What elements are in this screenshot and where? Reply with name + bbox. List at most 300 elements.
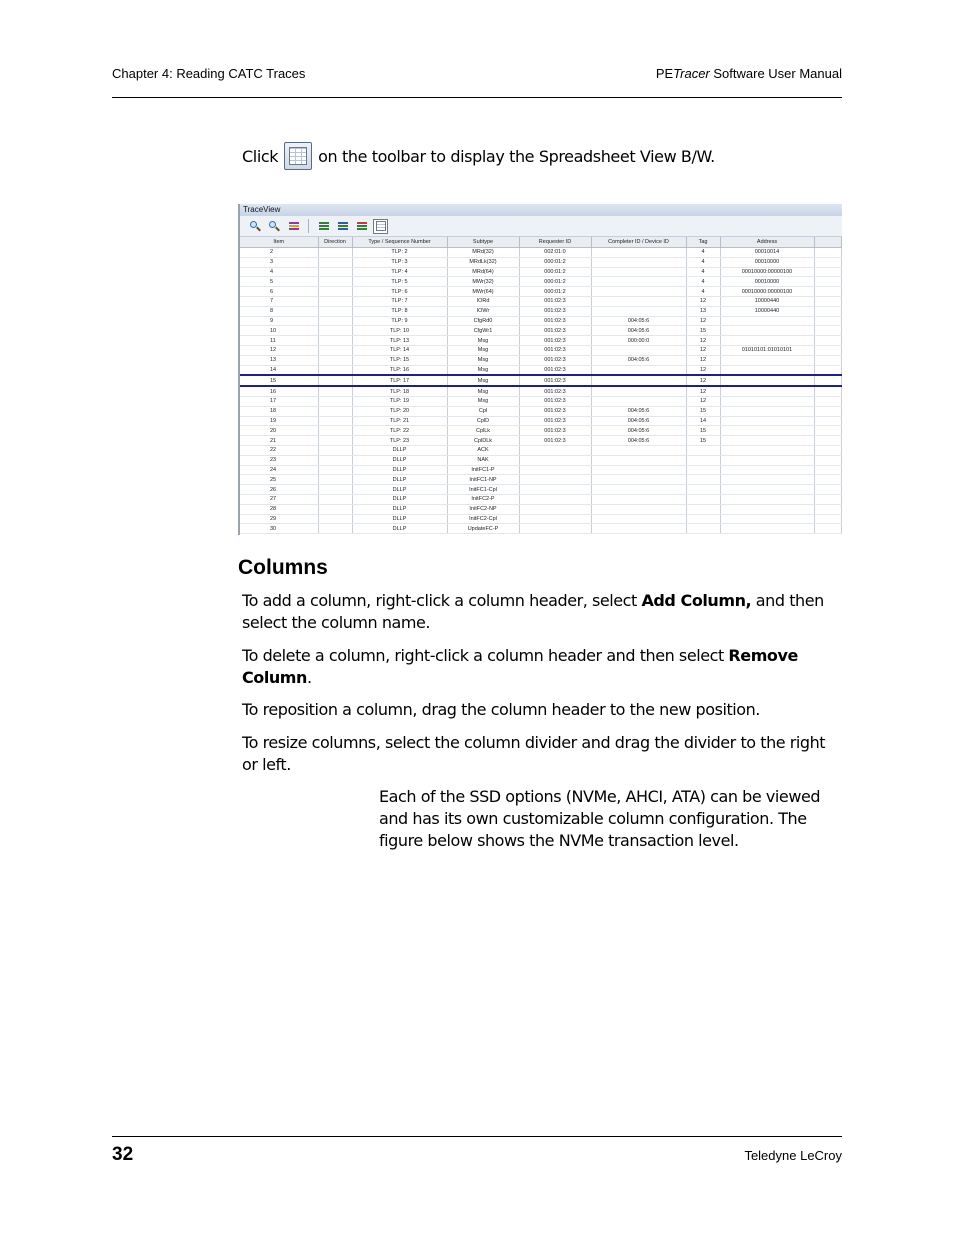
column-header[interactable]: Item — [240, 237, 318, 248]
paragraph-add-column — [242, 590, 842, 634]
table-row[interactable] — [240, 355, 842, 365]
table-row[interactable] — [240, 386, 842, 396]
table-cell: TLP: 9 — [352, 316, 447, 326]
table-cell — [318, 494, 352, 504]
column-header[interactable]: Subtype — [447, 237, 519, 248]
table-cell: MRd(32) — [447, 248, 519, 258]
table-cell — [814, 455, 842, 465]
table-cell: MWr(32) — [447, 277, 519, 287]
column-header[interactable]: Requester ID — [519, 237, 591, 248]
table-cell — [814, 355, 842, 365]
table-cell — [318, 396, 352, 406]
table-cell: 12 — [686, 316, 720, 326]
table-cell: 00010000:00000100 — [720, 287, 814, 297]
table-cell: 12 — [686, 365, 720, 375]
table-cell: 15 — [240, 375, 318, 386]
table-cell: 01010101:01010101 — [720, 345, 814, 355]
table-cell: CplD — [447, 416, 519, 426]
table-cell: 001:02:3 — [519, 436, 591, 446]
table-cell: InitFC1-NP — [447, 475, 519, 485]
table-cell — [814, 465, 842, 475]
table-cell — [519, 485, 591, 495]
table-cell: DLLP — [352, 514, 447, 524]
table-cell: 001:02:3 — [519, 326, 591, 336]
table-cell: 001:02:3 — [519, 375, 591, 386]
table-cell — [318, 336, 352, 346]
table-cell: 001:02:3 — [519, 416, 591, 426]
table-cell: Msg — [447, 355, 519, 365]
table-cell: CfgRd0 — [447, 316, 519, 326]
link-view-icon[interactable] — [335, 219, 350, 234]
p2-text-c: . — [306, 668, 312, 687]
table-cell — [686, 514, 720, 524]
table-cell — [318, 475, 352, 485]
column-header[interactable]: Type / Sequence Number — [352, 237, 447, 248]
table-cell: 004:05:6 — [591, 406, 686, 416]
table-cell — [814, 406, 842, 416]
table-cell: TLP: 7 — [352, 296, 447, 306]
table-cell — [814, 277, 842, 287]
table-cell: 000:01:2 — [519, 277, 591, 287]
table-cell — [318, 277, 352, 287]
table-cell — [591, 494, 686, 504]
table-cell: 00010000 — [720, 277, 814, 287]
table-cell: 4 — [240, 267, 318, 277]
table-cell — [720, 416, 814, 426]
table-cell: 001:02:3 — [519, 355, 591, 365]
table-cell — [318, 406, 352, 416]
table-cell: 24 — [240, 465, 318, 475]
table-cell: 4 — [686, 248, 720, 258]
table-cell: 28 — [240, 504, 318, 514]
table-cell: 004:05:6 — [591, 416, 686, 426]
table-cell: 004:05:6 — [591, 326, 686, 336]
table-cell — [591, 267, 686, 277]
spreadsheet-view-icon — [284, 142, 312, 170]
table-cell — [318, 416, 352, 426]
table-cell: 001:02:3 — [519, 426, 591, 436]
table-cell: InitFC2-P — [447, 494, 519, 504]
table-cell — [720, 396, 814, 406]
table-cell: Cpl — [447, 406, 519, 416]
table-cell — [591, 524, 686, 534]
table-cell: 004:05:6 — [591, 355, 686, 365]
table-cell — [519, 494, 591, 504]
table-cell: 001:02:3 — [519, 306, 591, 316]
table-cell: 14 — [686, 416, 720, 426]
table-cell: 004:05:6 — [591, 426, 686, 436]
table-cell — [814, 426, 842, 436]
table-cell: TLP: 17 — [352, 375, 447, 386]
table-cell: 14 — [240, 365, 318, 375]
table-cell: 4 — [686, 287, 720, 297]
column-header[interactable]: Address — [720, 237, 814, 248]
table-cell: Msg — [447, 396, 519, 406]
table-cell: 12 — [686, 296, 720, 306]
table-cell: 001:02:3 — [519, 406, 591, 416]
table-cell: TLP: 6 — [352, 287, 447, 297]
table-cell — [318, 436, 352, 446]
table-cell — [814, 504, 842, 514]
table-cell — [318, 524, 352, 534]
footer-rule — [112, 1136, 842, 1137]
column-header[interactable]: Direction — [318, 237, 352, 248]
table-row[interactable] — [240, 267, 842, 277]
table-cell: 5 — [240, 277, 318, 287]
table-cell: 000:00:0 — [591, 336, 686, 346]
table-cell — [720, 524, 814, 534]
table-cell — [591, 475, 686, 485]
table-cell: TLP: 18 — [352, 386, 447, 396]
table-cell — [814, 365, 842, 375]
split-view-icon[interactable] — [354, 219, 369, 234]
table-cell — [591, 345, 686, 355]
p2-text-a: To delete a column, right-click a column header and then select — [242, 646, 729, 665]
table-cell: 001:02:3 — [519, 386, 591, 396]
p1-text-c: and then select the column name. — [242, 591, 824, 632]
table-cell: 00010000:00000100 — [720, 267, 814, 277]
table-cell — [318, 316, 352, 326]
table-cell — [686, 485, 720, 495]
table-row[interactable] — [240, 475, 842, 485]
table-row[interactable] — [240, 257, 842, 267]
table-cell: ACK — [447, 445, 519, 455]
table-cell — [591, 375, 686, 386]
table-cell: IOWr — [447, 306, 519, 316]
table-cell: 15 — [686, 426, 720, 436]
table-cell — [591, 455, 686, 465]
table-cell — [686, 455, 720, 465]
table-row[interactable] — [240, 248, 842, 258]
table-cell: InitFC2-Cpl — [447, 514, 519, 524]
table-cell — [720, 386, 814, 396]
table-cell: DLLP — [352, 445, 447, 455]
table-cell: 9 — [240, 316, 318, 326]
trace-view-title: TraceView — [240, 204, 842, 216]
table-cell — [591, 465, 686, 475]
table-cell — [720, 326, 814, 336]
table-cell: DLLP — [352, 504, 447, 514]
table-row[interactable] — [240, 416, 842, 426]
table-cell: TLP: 19 — [352, 396, 447, 406]
trace-spreadsheet-table — [240, 237, 842, 534]
table-cell — [591, 365, 686, 375]
table-cell — [318, 504, 352, 514]
table-cell — [814, 336, 842, 346]
table-cell — [318, 365, 352, 375]
table-cell: CplLk — [447, 426, 519, 436]
column-header[interactable] — [814, 237, 842, 248]
table-cell — [318, 386, 352, 396]
table-cell: Msg — [447, 375, 519, 386]
table-cell — [814, 416, 842, 426]
table-cell: 11 — [240, 336, 318, 346]
table-cell — [686, 475, 720, 485]
table-row[interactable] — [240, 406, 842, 416]
table-cell: 19 — [240, 416, 318, 426]
table-row[interactable] — [240, 465, 842, 475]
table-cell — [720, 355, 814, 365]
table-cell — [720, 426, 814, 436]
table-cell: 3 — [240, 257, 318, 267]
table-cell: 000:01:2 — [519, 287, 591, 297]
table-cell — [814, 306, 842, 316]
table-cell — [591, 396, 686, 406]
table-cell — [318, 257, 352, 267]
table-cell — [591, 248, 686, 258]
table-row[interactable] — [240, 277, 842, 287]
table-cell: 8 — [240, 306, 318, 316]
table-cell: 13 — [686, 306, 720, 316]
p1-text-a: To add a column, right-click a column header, select — [242, 591, 642, 610]
table-cell: 000:01:2 — [519, 267, 591, 277]
table-cell — [318, 465, 352, 475]
table-cell: 10 — [240, 326, 318, 336]
table-cell: Msg — [447, 365, 519, 375]
table-cell — [720, 475, 814, 485]
table-cell — [814, 316, 842, 326]
table-cell — [591, 306, 686, 316]
table-row[interactable] — [240, 426, 842, 436]
table-cell — [814, 445, 842, 455]
table-row[interactable] — [240, 445, 842, 455]
table-row[interactable] — [240, 365, 842, 375]
table-row[interactable] — [240, 436, 842, 446]
table-cell — [318, 306, 352, 316]
table-cell: 15 — [686, 326, 720, 336]
table-cell: 001:02:3 — [519, 336, 591, 346]
table-cell: TLP: 21 — [352, 416, 447, 426]
table-cell: TLP: 14 — [352, 345, 447, 355]
table-row[interactable] — [240, 396, 842, 406]
trace-view-screenshot — [238, 204, 842, 535]
table-cell — [814, 296, 842, 306]
table-cell — [814, 396, 842, 406]
zoom-in-icon[interactable] — [248, 219, 263, 234]
p1-bold: Add Column, — [641, 591, 752, 610]
paragraph-resize: To resize columns, select the column divider and drag the divider to the right or left. — [242, 733, 826, 774]
table-cell: MRdLk(32) — [447, 257, 519, 267]
paragraph-ssd-options: Each of the SSD options (NVMe, AHCI, ATA) can be viewed and has its own customizable column configuration. The figure below shows the NVMe transaction level. — [379, 787, 821, 850]
running-header-manual — [656, 66, 842, 81]
table-cell — [318, 514, 352, 524]
table-cell — [720, 316, 814, 326]
table-cell: 12 — [686, 345, 720, 355]
table-cell: Msg — [447, 336, 519, 346]
table-cell: 10000440 — [720, 296, 814, 306]
table-cell: TLP: 13 — [352, 336, 447, 346]
table-cell: Msg — [447, 345, 519, 355]
table-cell: 20 — [240, 426, 318, 436]
table-cell — [720, 514, 814, 524]
table-cell — [686, 524, 720, 534]
table-cell: InitFC2-NP — [447, 504, 519, 514]
zoom-out-icon[interactable] — [267, 219, 282, 234]
table-cell — [519, 524, 591, 534]
manual-suffix: Software User Manual — [709, 66, 842, 81]
table-row[interactable] — [240, 514, 842, 524]
section-heading: Columns — [238, 556, 328, 579]
table-cell — [720, 445, 814, 455]
table-cell: 26 — [240, 485, 318, 495]
packet-view-icon[interactable] — [316, 219, 331, 234]
footer-company: Teledyne LeCroy — [744, 1148, 842, 1163]
table-cell: 7 — [240, 296, 318, 306]
table-row[interactable] — [240, 306, 842, 316]
table-cell — [814, 436, 842, 446]
table-row[interactable] — [240, 287, 842, 297]
table-cell — [519, 465, 591, 475]
table-cell — [720, 485, 814, 495]
table-cell: 27 — [240, 494, 318, 504]
table-cell — [814, 267, 842, 277]
table-row[interactable] — [240, 494, 842, 504]
table-cell — [591, 257, 686, 267]
table-cell: 12 — [686, 336, 720, 346]
running-header-chapter: Chapter 4: Reading CATC Traces — [112, 66, 306, 81]
table-cell — [720, 494, 814, 504]
table-row[interactable] — [240, 375, 842, 386]
spreadsheet-view-button-icon[interactable] — [373, 219, 388, 234]
table-cell — [720, 455, 814, 465]
color-bars-icon[interactable] — [286, 219, 301, 234]
table-cell — [318, 326, 352, 336]
table-cell: UpdateFC-P — [447, 524, 519, 534]
table-cell — [318, 445, 352, 455]
table-cell: 000:01:2 — [519, 257, 591, 267]
table-row[interactable] — [240, 345, 842, 355]
table-cell: 18 — [240, 406, 318, 416]
table-cell: 15 — [686, 406, 720, 416]
table-cell — [814, 475, 842, 485]
header-rule — [112, 97, 842, 98]
table-cell: 12 — [240, 345, 318, 355]
table-row[interactable] — [240, 455, 842, 465]
table-row[interactable] — [240, 336, 842, 346]
table-cell — [519, 514, 591, 524]
table-cell: 17 — [240, 396, 318, 406]
table-cell: 4 — [686, 277, 720, 287]
table-cell: DLLP — [352, 465, 447, 475]
table-cell — [814, 248, 842, 258]
table-cell — [318, 267, 352, 277]
table-cell — [720, 365, 814, 375]
table-cell: 6 — [240, 287, 318, 297]
table-cell: 001:02:3 — [519, 365, 591, 375]
table-cell: 001:02:3 — [519, 345, 591, 355]
table-cell: TLP: 22 — [352, 426, 447, 436]
table-cell — [318, 248, 352, 258]
table-cell — [686, 504, 720, 514]
table-row[interactable] — [240, 316, 842, 326]
table-cell: 004:05:6 — [591, 436, 686, 446]
table-cell: CplDLk — [447, 436, 519, 446]
table-row[interactable] — [240, 326, 842, 336]
table-cell: 25 — [240, 475, 318, 485]
table-cell: 13 — [240, 355, 318, 365]
table-cell: DLLP — [352, 475, 447, 485]
table-cell: TLP: 3 — [352, 257, 447, 267]
table-cell: 12 — [686, 386, 720, 396]
table-cell — [519, 504, 591, 514]
table-cell — [591, 514, 686, 524]
table-cell: MWr(64) — [447, 287, 519, 297]
table-cell — [686, 465, 720, 475]
table-cell — [814, 485, 842, 495]
table-cell: 001:02:3 — [519, 296, 591, 306]
table-cell: 16 — [240, 386, 318, 396]
table-cell: InitFC1-P — [447, 465, 519, 475]
table-cell — [318, 287, 352, 297]
table-cell — [720, 336, 814, 346]
table-cell: 15 — [686, 436, 720, 446]
table-row[interactable] — [240, 485, 842, 495]
table-row[interactable] — [240, 504, 842, 514]
table-cell — [814, 375, 842, 386]
table-cell — [591, 386, 686, 396]
column-header[interactable]: Tag — [686, 237, 720, 248]
table-cell: 12 — [686, 396, 720, 406]
table-cell: 00010014 — [720, 248, 814, 258]
table-cell — [814, 326, 842, 336]
table-cell — [591, 296, 686, 306]
table-cell — [814, 257, 842, 267]
table-cell: TLP: 8 — [352, 306, 447, 316]
intro-before: Click — [242, 146, 279, 166]
intro-after: on the toolbar to display the Spreadsheet View B/W. — [318, 146, 715, 166]
table-cell — [814, 345, 842, 355]
manual-prefix: PE — [655, 66, 674, 81]
paragraph-remove-column — [242, 645, 842, 689]
table-cell: 12 — [686, 355, 720, 365]
table-row[interactable] — [240, 296, 842, 306]
table-cell: TLP: 15 — [352, 355, 447, 365]
table-cell: DLLP — [352, 524, 447, 534]
table-cell — [519, 455, 591, 465]
table-cell: TLP: 23 — [352, 436, 447, 446]
table-cell: TLP: 2 — [352, 248, 447, 258]
table-cell — [720, 504, 814, 514]
table-cell: 10000440 — [720, 306, 814, 316]
trace-toolbar — [240, 216, 842, 237]
table-cell: Msg — [447, 386, 519, 396]
table-cell — [318, 375, 352, 386]
table-cell — [814, 386, 842, 396]
table-cell — [720, 375, 814, 386]
table-cell — [814, 524, 842, 534]
table-cell — [591, 485, 686, 495]
intro-line — [242, 141, 715, 171]
table-row[interactable] — [240, 524, 842, 534]
table-cell: 21 — [240, 436, 318, 446]
table-cell — [519, 475, 591, 485]
table-cell — [686, 445, 720, 455]
table-cell: 00010000 — [720, 257, 814, 267]
table-cell: 22 — [240, 445, 318, 455]
table-cell: 12 — [686, 375, 720, 386]
table-cell: 001:02:3 — [519, 396, 591, 406]
table-cell — [318, 426, 352, 436]
column-header[interactable]: Completer ID / Device ID — [591, 237, 686, 248]
table-cell — [814, 494, 842, 504]
table-cell: MRd(64) — [447, 267, 519, 277]
table-cell: NAK — [447, 455, 519, 465]
table-cell — [591, 445, 686, 455]
table-cell — [519, 445, 591, 455]
table-cell: 004:05:6 — [591, 316, 686, 326]
table-cell — [318, 296, 352, 306]
table-cell: TLP: 20 — [352, 406, 447, 416]
